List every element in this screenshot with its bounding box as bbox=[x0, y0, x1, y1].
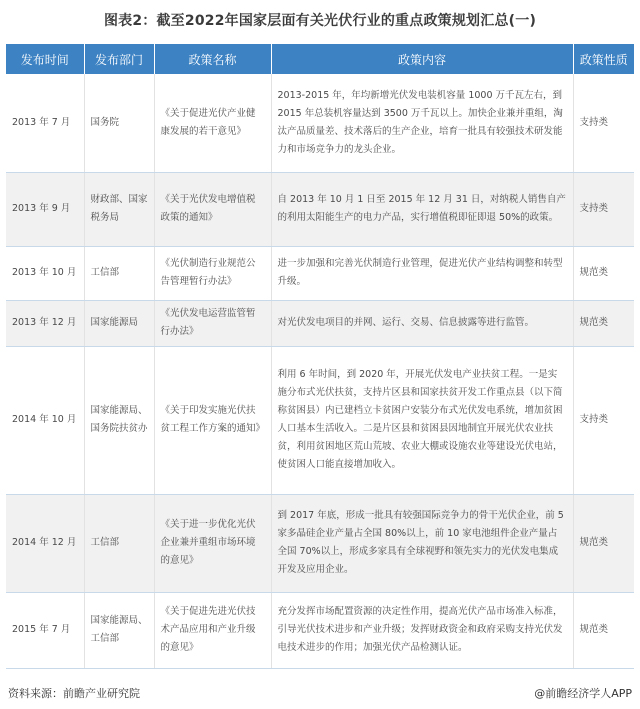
cell-time: 2013 年 10 月 bbox=[6, 246, 84, 300]
cell-name: 《关于促进先进光伏技术产品应用和产业升级的意见》 bbox=[154, 592, 271, 668]
cell-dept: 工信部 bbox=[84, 494, 154, 592]
cell-dept: 国务院 bbox=[84, 74, 154, 172]
brand-credit: @前瞻经济学人APP bbox=[534, 687, 632, 700]
cell-content: 进一步加强和完善光伏制造行业管理，促进光伏产业结构调整和转型升级。 bbox=[271, 246, 573, 300]
cell-content: 2013-2015 年，年均新增光伏发电装机容量 1000 万千瓦左右，到 2015 年总装机容量达到 3500 万千瓦以上。加快企业兼并重组，淘汰产品质量差、技术落后的生产企业，培育一批具有较强技术研发能力和市场竞争力的龙头企业。 bbox=[271, 74, 573, 172]
cell-dept: 国家能源局、国务院扶贫办 bbox=[84, 346, 154, 494]
header-publish-time: 发布时间 bbox=[6, 44, 84, 74]
cell-time: 2015 年 7 月 bbox=[6, 592, 84, 668]
cell-name: 《关于印发实施光伏扶贫工程工作方案的通知》 bbox=[154, 346, 271, 494]
header-policy-name: 政策名称 bbox=[154, 44, 271, 74]
table-row bbox=[6, 494, 634, 592]
cell-dept: 国家能源局 bbox=[84, 300, 154, 346]
header-policy-nature: 政策性质 bbox=[573, 44, 634, 74]
header-publish-dept: 发布部门 bbox=[84, 44, 154, 74]
table-row bbox=[6, 592, 634, 668]
cell-content: 对光伏发电项目的并网、运行、交易、信息披露等进行监管。 bbox=[271, 300, 573, 346]
cell-name: 《关于促进光伏产业健康发展的若干意见》 bbox=[154, 74, 271, 172]
cell-name: 《关于光伏发电增值税政策的通知》 bbox=[154, 172, 271, 246]
table-row bbox=[6, 346, 634, 494]
cell-dept: 国家能源局、工信部 bbox=[84, 592, 154, 668]
policy-table bbox=[6, 44, 634, 669]
cell-content: 利用 6 年时间，到 2020 年，开展光伏发电产业扶贫工程。一是实施分布式光伏扶贫，支持片区县和国家扶贫开发工作重点县（以下简称贫困县）内已建档立卡贫困户安装分布式光伏发电系统，增加贫困人口基本生活收入。二是片区县和贫困县因地制宜开展光伏农业扶贫，利用贫困地区荒山荒坡、农业大棚或设施农业等建设光伏电站，使贫困人口能直接增加收入。 bbox=[271, 346, 573, 494]
header-policy-content: 政策内容 bbox=[271, 44, 573, 74]
cell-nature: 规范类 bbox=[573, 494, 634, 592]
cell-nature: 规范类 bbox=[573, 592, 634, 668]
table-row bbox=[6, 74, 634, 172]
table-row bbox=[6, 172, 634, 246]
cell-nature: 支持类 bbox=[573, 346, 634, 494]
cell-dept: 工信部 bbox=[84, 246, 154, 300]
cell-time: 2013 年 12 月 bbox=[6, 300, 84, 346]
cell-content: 到 2017 年底，形成一批具有较强国际竞争力的骨干光伏企业，前 5 家多晶硅企业产量占全国 80%以上，前 10 家电池组件企业产量占全国 70%以上，形成多家具有全球视野和领先实力的光伏发电集成开发及应用企业。 bbox=[271, 494, 573, 592]
cell-time: 2013 年 7 月 bbox=[6, 74, 84, 172]
cell-name: 《光伏制造行业规范公告管理暂行办法》 bbox=[154, 246, 271, 300]
table-header-row bbox=[6, 44, 634, 74]
cell-content: 充分发挥市场配置资源的决定性作用，提高光伏产品市场准入标准，引导光伏技术进步和产业升级；发挥财政资金和政府采购支持光伏发电技术进步的作用；加强光伏产品检测认证。 bbox=[271, 592, 573, 668]
cell-name: 《光伏发电运营监管暂行办法》 bbox=[154, 300, 271, 346]
cell-time: 2014 年 10 月 bbox=[6, 346, 84, 494]
table-row bbox=[6, 300, 634, 346]
cell-nature: 规范类 bbox=[573, 300, 634, 346]
cell-time: 2013 年 9 月 bbox=[6, 172, 84, 246]
cell-time: 2014 年 12 月 bbox=[6, 494, 84, 592]
source-note: 资料来源：前瞻产业研究院 bbox=[8, 687, 140, 700]
chart-title: 图表2：截至2022年国家层面有关光伏行业的重点政策规划汇总(一) bbox=[103, 13, 537, 29]
cell-name: 《关于进一步优化光伏企业兼并重组市场环境的意见》 bbox=[154, 494, 271, 592]
table-row bbox=[6, 246, 634, 300]
cell-dept: 财政部、国家税务局 bbox=[84, 172, 154, 246]
cell-nature: 支持类 bbox=[573, 172, 634, 246]
cell-nature: 规范类 bbox=[573, 246, 634, 300]
cell-content: 自 2013 年 10 月 1 日至 2015 年 12 月 31 日，对纳税人销售自产的利用太阳能生产的电力产品，实行增值税即征即退 50%的政策。 bbox=[271, 172, 573, 246]
cell-nature: 支持类 bbox=[573, 74, 634, 172]
